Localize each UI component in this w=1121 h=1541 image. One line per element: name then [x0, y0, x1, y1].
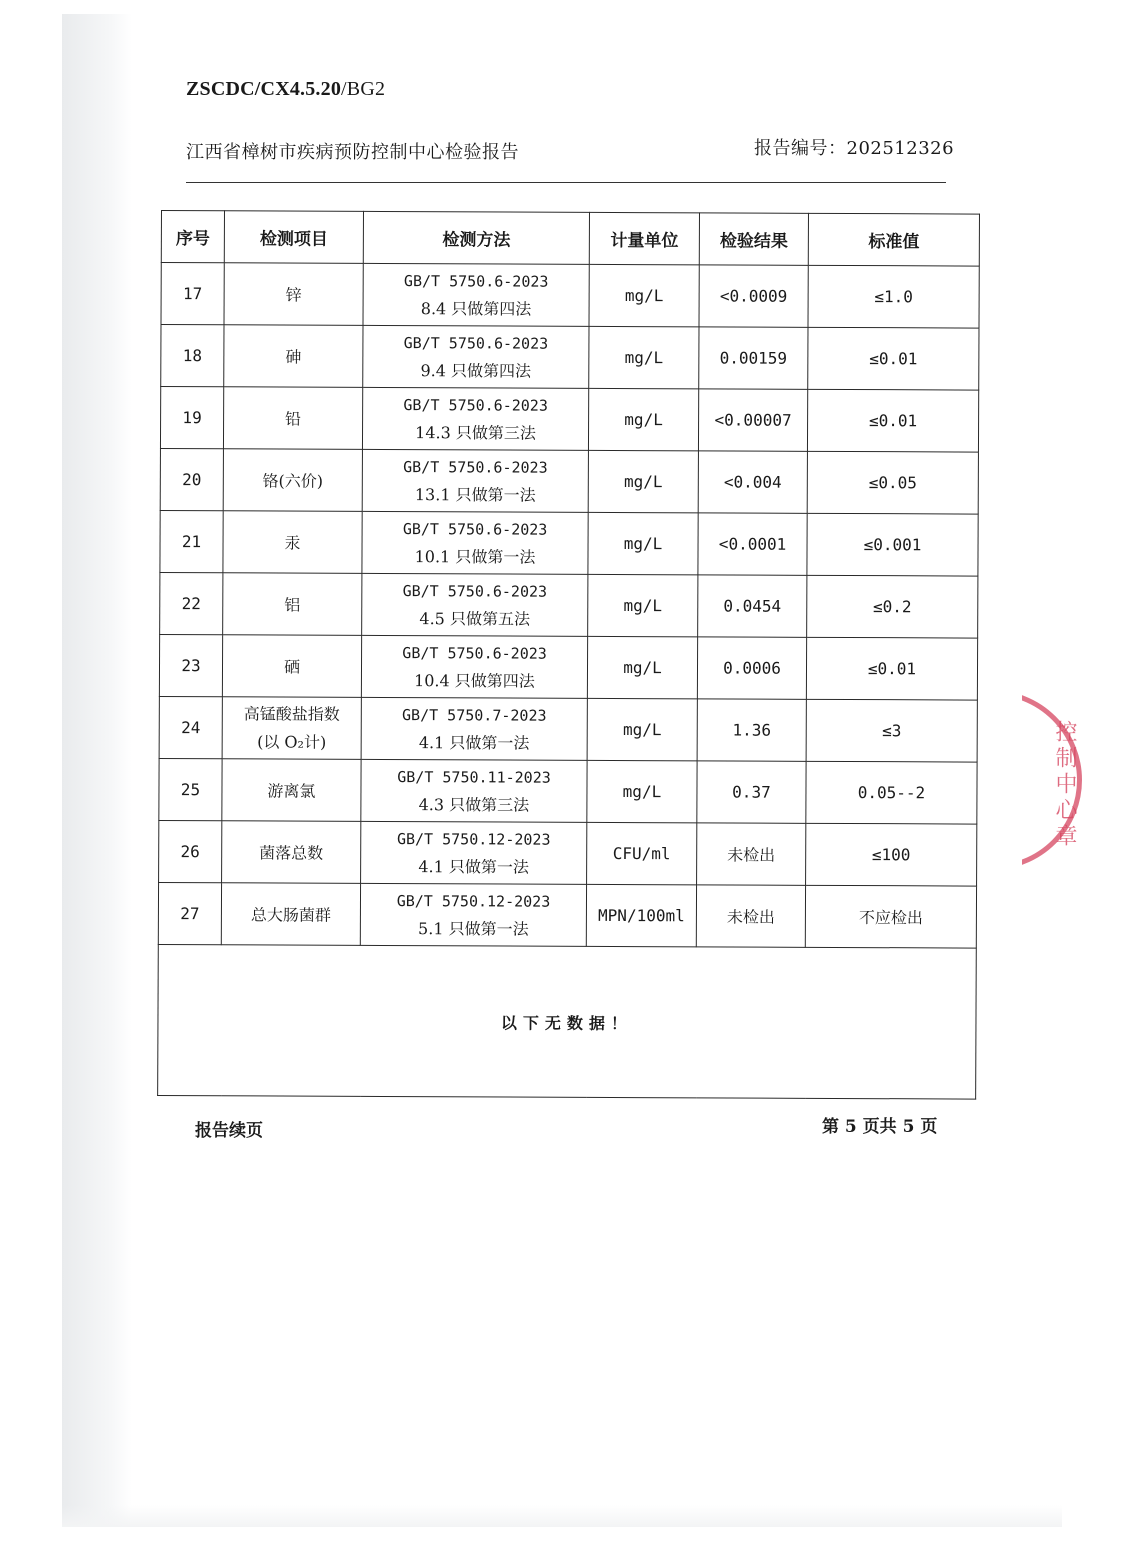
- cell-no: 17: [161, 263, 224, 325]
- cell-unit: mg/L: [588, 450, 698, 512]
- header-divider: [186, 182, 946, 183]
- cell-item: 铬(六价): [223, 449, 362, 512]
- cell-standard: ≤1.0: [808, 265, 979, 328]
- cell-result: 未检出: [697, 823, 806, 885]
- cell-result: 1.36: [697, 699, 806, 761]
- no-data-notice: 以下无数据！: [158, 944, 977, 1099]
- cell-result: 0.37: [697, 761, 806, 823]
- cell-standard: ≤100: [806, 823, 977, 886]
- page-bottom-shadow: [62, 1505, 1062, 1527]
- official-seal-stamp: [1022, 690, 1082, 875]
- col-header-item: 检测项目: [224, 211, 363, 264]
- table-row: [160, 448, 978, 514]
- cell-unit: mg/L: [588, 574, 698, 636]
- cell-unit: mg/L: [587, 636, 697, 698]
- cell-unit: mg/L: [588, 388, 698, 450]
- cell-item: 高锰酸盐指数 (以 O₂计): [222, 697, 361, 760]
- cell-item: 锌: [224, 263, 363, 326]
- table-row: [159, 634, 977, 700]
- cell-method: GB/T 5750.6-2023 8.4 只做第四法: [363, 263, 589, 326]
- table-row: [160, 510, 978, 576]
- table-row: [161, 263, 979, 329]
- cell-result: 0.00159: [699, 327, 808, 389]
- cell-standard: ≤3: [806, 699, 977, 762]
- cell-result: 未检出: [696, 885, 805, 947]
- cell-no: 25: [159, 758, 222, 820]
- cell-standard: ≤0.2: [807, 575, 978, 638]
- cell-no: 26: [159, 820, 222, 882]
- footer-page-number: 第 5 页共 5 页: [822, 1117, 938, 1137]
- cell-no: 27: [158, 882, 221, 944]
- cell-item: 硒: [222, 635, 361, 698]
- seal-text: 控制中心章: [1052, 720, 1077, 850]
- cell-no: 24: [159, 696, 222, 758]
- cell-unit: MPN/100ml: [586, 884, 696, 946]
- cell-method: GB/T 5750.6-2023 4.5 只做第五法: [362, 573, 588, 636]
- cell-item: 汞: [223, 511, 362, 574]
- cell-item: 游离氯: [222, 759, 361, 822]
- table-row: [161, 325, 979, 391]
- cell-standard: 不应检出: [805, 885, 976, 948]
- cell-no: 19: [160, 387, 223, 449]
- cell-result: <0.00007: [698, 389, 807, 451]
- cell-item: 铅: [223, 387, 362, 450]
- footer-continuation-label: 报告续页: [195, 1121, 263, 1141]
- cell-item: 总大肠菌群: [221, 883, 360, 946]
- report-number: 报告编号：202512326: [754, 138, 955, 159]
- cell-item: 菌落总数: [222, 821, 361, 884]
- cell-no: 22: [160, 572, 223, 634]
- col-header-standard: 标准值: [808, 213, 979, 266]
- cell-no: 20: [160, 448, 223, 510]
- cell-unit: mg/L: [589, 264, 699, 326]
- cell-method: GB/T 5750.6-2023 10.1 只做第一法: [362, 511, 588, 574]
- cell-standard: ≤0.01: [806, 637, 977, 700]
- cell-result: 0.0006: [697, 637, 806, 699]
- table-row: [159, 696, 977, 762]
- page-edge-shadow: [62, 14, 132, 1526]
- cell-method: GB/T 5750.7-2023 4.1 只做第一法: [361, 697, 587, 760]
- cell-standard: ≤0.01: [808, 327, 979, 390]
- results-table: [157, 210, 980, 1100]
- cell-method: GB/T 5750.6-2023 13.1 只做第一法: [362, 449, 588, 512]
- cell-method: GB/T 5750.6-2023 10.4 只做第四法: [361, 635, 587, 698]
- table-row: [160, 387, 978, 453]
- cell-standard: ≤0.01: [807, 389, 978, 452]
- col-header-result: 检验结果: [699, 213, 808, 265]
- table-header-row: [161, 211, 979, 267]
- cell-method: GB/T 5750.12-2023 4.1 只做第一法: [361, 821, 587, 884]
- col-header-method: 检测方法: [363, 211, 589, 264]
- cell-unit: mg/L: [588, 512, 698, 574]
- cell-unit: CFU/ml: [587, 822, 697, 884]
- cell-standard: ≤0.001: [807, 513, 978, 576]
- cell-result: <0.0001: [698, 513, 807, 575]
- document-code: ZSCDC/CX4.5.20/BG2: [186, 78, 386, 100]
- cell-no: 21: [160, 510, 223, 572]
- table-row: [159, 758, 977, 824]
- cell-item: 铝: [223, 573, 362, 636]
- cell-result: 0.0454: [698, 575, 807, 637]
- cell-standard: 0.05--2: [806, 761, 977, 824]
- col-header-no: 序号: [161, 211, 224, 263]
- report-title: 江西省樟树市疾病预防控制中心检验报告: [186, 142, 519, 163]
- cell-result: <0.004: [698, 451, 807, 513]
- cell-method: GB/T 5750.6-2023 9.4 只做第四法: [363, 325, 589, 388]
- cell-method: GB/T 5750.12-2023 5.1 只做第一法: [360, 883, 586, 946]
- no-data-row: [158, 944, 977, 1099]
- cell-method: GB/T 5750.6-2023 14.3 只做第三法: [362, 387, 588, 450]
- col-header-unit: 计量单位: [589, 212, 699, 264]
- cell-standard: ≤0.05: [807, 451, 978, 514]
- cell-item: 砷: [224, 325, 363, 388]
- cell-method: GB/T 5750.11-2023 4.3 只做第三法: [361, 759, 587, 822]
- cell-unit: mg/L: [587, 698, 697, 760]
- cell-unit: mg/L: [587, 760, 697, 822]
- cell-unit: mg/L: [589, 326, 699, 388]
- table-row: [158, 882, 976, 948]
- cell-result: <0.0009: [699, 265, 808, 327]
- cell-no: 18: [161, 325, 224, 387]
- table-row: [160, 572, 978, 638]
- table-row: [159, 820, 977, 886]
- cell-no: 23: [159, 634, 222, 696]
